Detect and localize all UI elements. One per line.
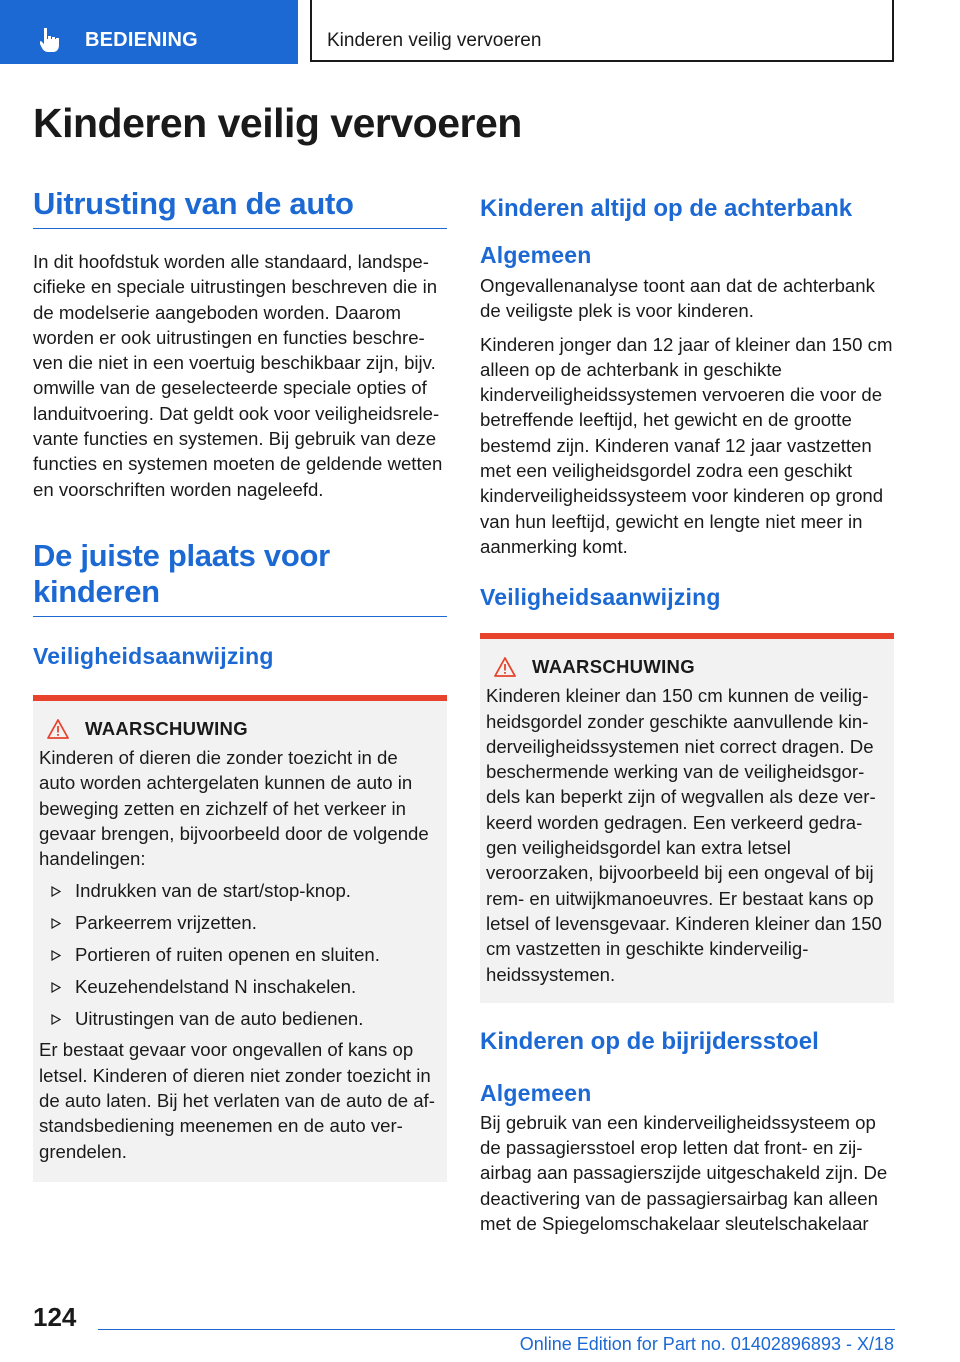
warning-title: WAARSCHUWING (85, 717, 248, 739)
footer-rule (98, 1329, 895, 1330)
page-title: Kinderen veilig vervoeren (33, 100, 522, 146)
chapter-label: BEDIENING (85, 29, 198, 51)
list-item: Keuzehendelstand N inschakelen. (39, 971, 439, 1003)
warning-triangle-icon (47, 719, 69, 739)
warning-header (486, 655, 886, 679)
heading-general-1: Algemeen (480, 242, 592, 268)
heading-safety-left: Veiligheidsaanwijzing (33, 642, 274, 669)
page-number: 124 (33, 1302, 77, 1332)
heading-passenger: Kinderen op de bijrijdersstoel (480, 1027, 819, 1055)
warning-list (39, 875, 439, 1035)
chapter-tab (0, 0, 298, 64)
list-item: Parkeerrem vrijzetten. (39, 907, 439, 939)
edition-text: Online Edition for Part no. 01402896893 - X/18 (519, 1334, 894, 1354)
list-item: Indrukken van de start/stop-knop. (39, 875, 439, 907)
list-item: Portieren of ruiten openen en sluiten. (39, 939, 439, 971)
list-item: Uitrustingen van de auto bedienen. (39, 1003, 439, 1035)
right-column (480, 186, 894, 1236)
section-label: Kinderen veilig vervoeren (327, 30, 542, 51)
heading-safety-right: Veiligheidsaanwijzing (480, 584, 721, 611)
triangle-bullet-icon (51, 982, 61, 993)
warning-outro: Er bestaat gevaar voor ongevallen of kans op letsel. Kinderen of dieren niet zonder toezicht in de auto laten. Bij het verlaten van de auto de afstandsbediening meenemen en de auto vergrendelen. (39, 1039, 435, 1162)
warning-text: Kinderen kleiner dan 150 cm kunnen de veiligheidsgordel zonder geschikte aanvullende kinderveiligheidssystemen niet correct dragen. De beschermende werking van de veiligheidsgordels kan beperkt zijn of wegvallen als deze verkeerd worden gedragen. Een verkeerd gedragen veiligheidsgordel kan extra letsel veroorzaken, bijvoorbeeld bij een ongeval of bij rem- en uitwijkmanoeuvres. Er bestaat kans op letsel of levensgevaar. Kinderen kleiner dan 150 cm vastzetten in geschikte kinderveiligheidssystemen. (486, 685, 882, 985)
general1-paragraph-2: Kinderen jonger dan 12 jaar of kleiner dan 150 cm alleen op de achterbank in geschikte kinderveiligheidssystemen vervoeren die voor de betreffende leeftijd, het gewicht en de grootte bestemd zijn. Kinderen vanaf 12 jaar vastzetten met een veiligheidsgordel zodra een geschikt kinderveiligheidssysteem voor kinderen op grond van hun leeftijd, gewicht en lengte niet meer in aanmerking komt. (480, 333, 893, 557)
heading-place: De juiste plaats voor kinderen (33, 538, 447, 617)
warning-title: WAARSCHUWING (532, 656, 695, 678)
triangle-bullet-icon (51, 950, 61, 961)
general1-paragraph-1: Ongevallenanalyse toont aan dat de achterbank de veiligste plek is voor kinderen. (480, 275, 875, 322)
heading-equipment: Uitrusting van de auto (33, 186, 447, 229)
section-header (310, 0, 894, 62)
warning-box-right (480, 633, 894, 1003)
pointing-hand-icon (40, 28, 62, 52)
triangle-bullet-icon (51, 918, 61, 929)
heading-general-2: Algemeen (480, 1079, 592, 1106)
heading-backseat: Kinderen altijd op de achterbank (480, 195, 853, 222)
general2-paragraph: Bij gebruik van een kinderveiligheidssysteem op de passagiersstoel erop letten dat front- en zijairbag aan passagierszijde uitgeschakeld zijn. De deactivering van de passagiersairbag kan alleen met de Spiegelomschakelaar sleutelschakelaar (480, 1111, 888, 1235)
left-column (33, 186, 447, 1182)
warning-box-left (33, 695, 447, 1182)
warning-triangle-icon (494, 657, 516, 677)
triangle-bullet-icon (51, 886, 61, 897)
equipment-paragraph: In dit hoofdstuk worden alle standaard, landspecifieke en speciale uitrustingen beschreven die in de modelserie aangeboden worden. Daarom worden er ook uitrustingen en functies beschreven die niet in een voertuig beschikbaar zijn, bijv. omwille van de geselecteerde speciale opties of landuitvoering. Dat geldt ook voor veiligheidsrelevante functies en systemen. Bij gebruik van deze functies en systemen moeten de geldende wetten en voorschriften worden nageleefd. (33, 251, 443, 500)
warning-header (39, 717, 439, 741)
warning-intro: Kinderen of dieren die zonder toezicht in de auto worden achtergelaten kunnen de auto in beweging zetten en zichzelf of het verkeer in gevaar brengen, bijvoorbeeld door de volgende handelingen: (39, 746, 429, 870)
triangle-bullet-icon (51, 1014, 61, 1025)
